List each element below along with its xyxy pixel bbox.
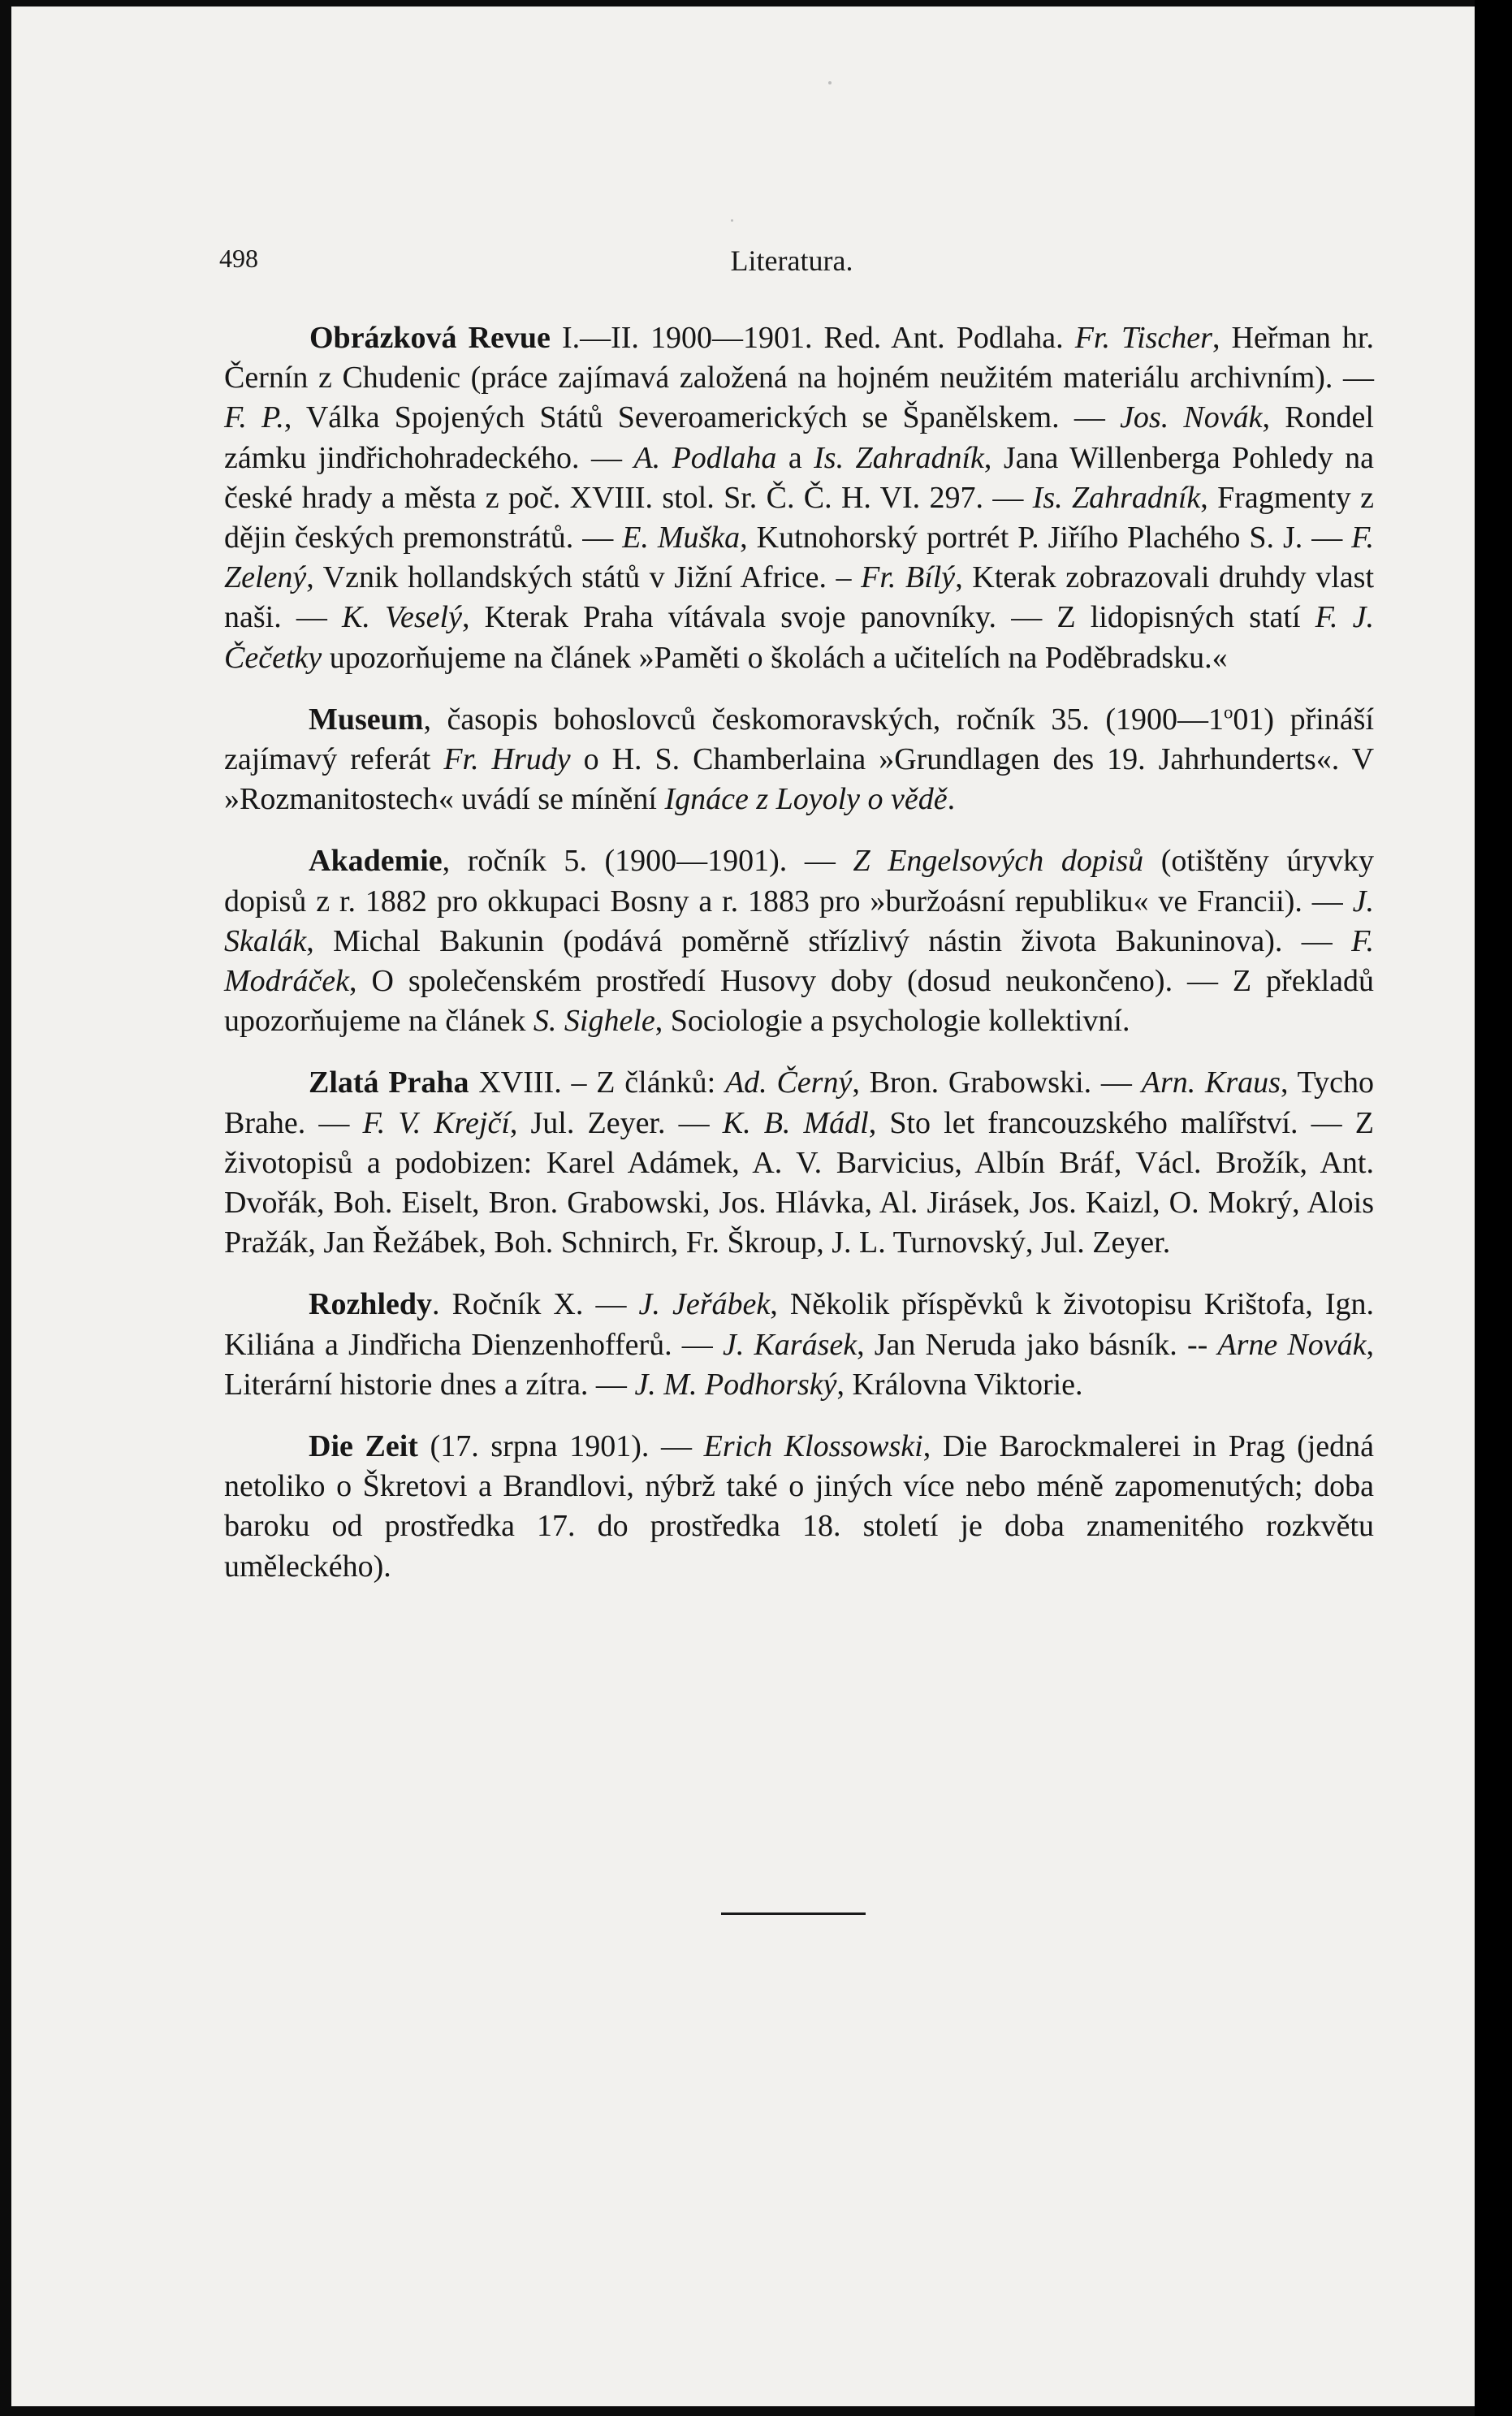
article-body [224,318,1374,1609]
entry-text: (17. srpna 1901). — [417,1429,704,1464]
review-entry [224,318,1374,678]
author-name: Ignáce z Loyoly o vědě [664,782,948,817]
scan-speck [828,81,832,84]
author-name: J. Jeřábek [638,1287,771,1322]
entry-text: , Die Barockmalerei in Prag (jedná netoliko o Škretovi a Brandlovi, nýbrž také o jiných více nebo méně zapomenutých; doba baroku od prostředka 17. do prostředka 18. století je doba znamenitého rozkvětu uměleckého). [224,1429,1375,1584]
entry-text: (otištěny úryvky dopisů z r. 1882 pro okkupaci Bosny a r. 1883 pro »buržoásní republiku« ve Francii). — [224,844,1375,918]
entry-text: , Kterak zobrazovali druhdy vlast naši. — [224,560,1374,635]
entry-text: , Jan Neruda jako básník. -- [857,1327,1218,1362]
periodical-name: Die Zeit [309,1429,418,1464]
entry-text: , Vznik hollandských států v Jižní Africe. – [306,560,862,595]
entry-text: , Rondel zámku jindřichohradeckého. — [224,400,1374,475]
entry-text: , Královna Viktorie. [836,1367,1083,1402]
entry-text: , Bron. Grabowski. — [852,1065,1142,1100]
review-entry [224,700,1374,820]
entry-text: , Kutnohorský portrét P. Jiřího Plachého S. J. — [740,521,1352,555]
entry-text: , Heřman hr. Černín z Chudenic (práce zajímavá založená na hojném neužitém materiálu archivním). — [224,321,1374,395]
author-name: F. P. [224,400,284,435]
author-name: Erich Klossowski [703,1429,923,1464]
author-name: Ad. Černý [724,1065,853,1100]
author-name: J. Karásek [722,1327,858,1362]
entry-text: . Ročník X. — [432,1287,639,1322]
author-name: F. V. Krejčí [362,1105,510,1140]
entry-text: , Kterak Praha vítávala svoje panovníky. — Z lidopisných statí [461,600,1315,635]
author-name: Jos. Novák [1120,400,1263,435]
periodical-name: Museum [309,702,424,737]
scan-border [1475,0,1512,2416]
author-name: Fr. Bílý [861,560,956,595]
page-number: 498 [219,244,258,273]
author-name: Fr. Tischer [1074,321,1212,355]
page-header [219,244,1364,284]
entry-text: . [947,782,956,817]
entry-text: I.—II. 1900—1901. Red. Ant. Podlaha. [550,321,1075,355]
entry-text: , časopis bohoslovců českomoravských, ročník 35. (1900—1 [423,702,1225,737]
author-name: F. Modráček [224,923,1374,999]
author-name: Is. Zahradník [1032,480,1201,515]
entry-text: a [776,440,814,475]
author-name: F. J. Čečetky [224,600,1374,675]
superscript: o [1224,702,1233,723]
entry-text: , Sociologie a psychologie kollektivní. [654,1004,1130,1039]
entry-text: , Válka Spojených Států Severoamerických se Španělskem. — [283,400,1121,435]
end-rule [721,1912,866,1915]
author-name: J. Skalák [224,884,1374,958]
entry-text: , Literární historie dnes a zítra. — [224,1327,1374,1402]
author-name: Arn. Kraus [1141,1065,1281,1100]
author-name: Arne Novák [1217,1327,1367,1362]
entry-text: , O společenském prostředí Husovy doby (dosud neukončeno). — Z překladů upozorňujeme na článek [224,964,1374,1039]
entry-text: , Jana Willenberga Pohledy na české hrady a města z poč. XVIII. stol. Sr. Č. Č. H. VI. 297. — [224,440,1374,515]
entry-text: , Jul. Zeyer. — [509,1105,723,1140]
entry-text: , Tycho Brahe. — [224,1065,1374,1140]
entry-text: , Michal Bakunin (podává poměrně střízlivý nástin života Bakuninova). — [306,923,1352,958]
review-entry [224,1285,1374,1405]
author-name: S. Sighele [533,1004,655,1039]
author-name: Is. Zahradník [814,440,984,475]
entry-text: , Sto let francouzského malířství. — Z životopisů a podobizen: Karel Adámek, A. V. Barvicius, Albín Bráf, Václ. Brožík, Ant. Dvořák, Boh. Eiselt, Bron. Grabowski, Jos. Hlávka, Al. Jirásek, Jos. Kaizl, O. Mokrý, Alois Pražák, Jan Řežábek, Boh. Schnirch, Fr. Škroup, J. L. Turnovský, Jul. Zeyer. [224,1105,1374,1260]
author-name: Fr. Hrudy [443,742,571,777]
author-name: F. Zelený [224,521,1374,595]
review-entry [224,1063,1374,1263]
entry-text: , Fragmenty z dějin českých premonstrátů. — [224,480,1374,555]
author-name: K. Veselý [342,600,462,635]
entry-text: , ročník 5. (1900—1901). — [442,844,853,879]
entry-text: 01) přináší zajímavý referát [224,702,1374,777]
author-name: E. Muška [622,521,741,555]
periodical-name: Zlatá Praha [309,1065,469,1100]
periodical-name: Akademie [309,844,443,879]
entry-text: XVIII. – Z článků: [469,1065,725,1100]
author-name: J. M. Podhorský [634,1367,837,1402]
entry-text: upozorňujeme na článek »Paměti o školách a učitelích na Poděbradsku.« [322,640,1228,675]
periodical-name: Rozhledy [309,1287,432,1322]
entry-text: , Několik příspěvků k životopisu Krištofa, Ign. Kiliána a Jindřicha Dienzenhofferů. — [224,1287,1374,1362]
scan-speck [731,219,733,222]
review-entry [224,1427,1374,1587]
author-name: A. Podlaha [633,440,777,475]
author-name: K. B. Mádl [722,1105,869,1140]
author-name: Z Engelsových dopisů [853,844,1144,879]
entry-text: o H. S. Chamberlaina »Grundlagen des 19. Jahrhunderts«. V »Rozmanitostech« uvádí se mínění [224,742,1375,817]
review-entry [224,841,1374,1041]
periodical-name: Obrázková Revue [309,321,551,355]
running-title: Literatura. [730,244,853,277]
